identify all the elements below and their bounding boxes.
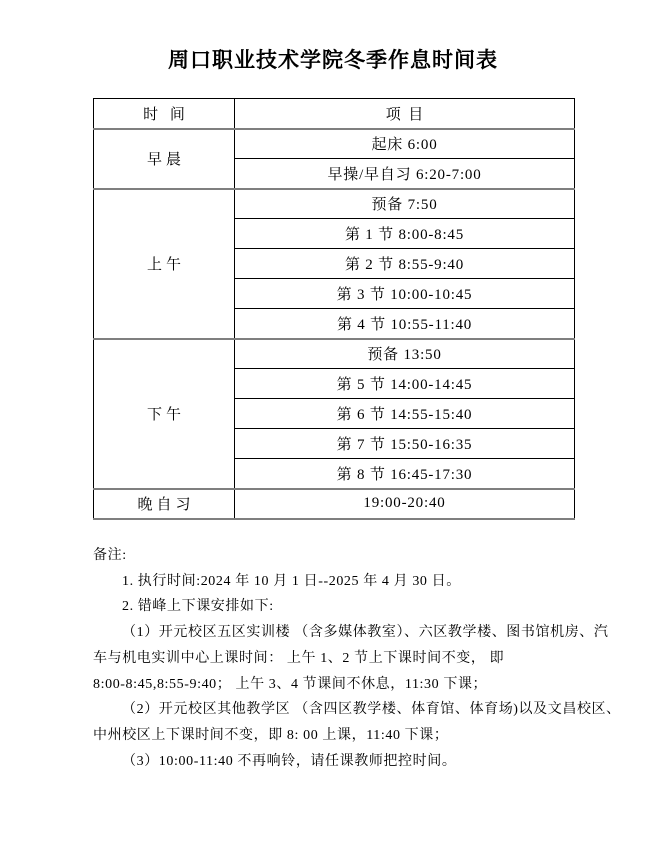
table-row: [94, 489, 575, 519]
note-line: 1. 执行时间:2024 年 10 月 1 日--2025 年 4 月 30 日。: [122, 573, 461, 589]
schedule-item-cell: 第 8 节 16:45-17:30: [235, 459, 575, 489]
notes-section: [93, 543, 621, 774]
schedule-item-cell: 早操/早自习 6:20-7:00: [235, 159, 575, 189]
table-row: [94, 189, 575, 219]
note-line: （3）10:00-11:40 不再响铃，请任课教师把控时间。: [122, 753, 457, 769]
schedule-item-cell: 第 1 节 8:00-8:45: [235, 219, 575, 249]
notes-heading: 备注:: [93, 548, 127, 563]
col-header-time: 时 间: [94, 99, 235, 129]
schedule-table-header: [94, 99, 575, 129]
schedule-item-cell: 预备 13:50: [235, 339, 575, 369]
schedule-item-cell: 起床 6:00: [235, 129, 575, 159]
col-header-item: 项 目: [235, 99, 575, 129]
time-period-cell: 下午: [94, 339, 235, 489]
time-period-cell: 早晨: [94, 129, 235, 189]
schedule-item-cell: 第 4 节 10:55-11:40: [235, 309, 575, 339]
table-row: [94, 339, 575, 369]
schedule-item-cell: 预备 7:50: [235, 189, 575, 219]
time-period-cell: 晚自习: [94, 489, 235, 519]
schedule-item-cell: 19:00-20:40: [235, 489, 575, 519]
schedule-table-body: [94, 129, 575, 519]
note-line: 8:00-8:45,8:55-9:40； 上午 3、4 节课间不休息，11:30 下课；: [93, 676, 488, 692]
schedule-table: [93, 98, 575, 520]
note-line: 中州校区上下课时间不变，即 8: 00 上课，11:40 下课；: [93, 727, 449, 743]
note-line: （1）开元校区五区实训楼 （含多媒体教室）、六区教学楼、图书馆机房、汽: [122, 625, 609, 641]
schedule-item-cell: 第 7 节 15:50-16:35: [235, 429, 575, 459]
schedule-item-cell: 第 5 节 14:00-14:45: [235, 369, 575, 399]
note-line: 车与机电实训中心上课时间： 上午 1、2 节上下课时间不变， 即: [93, 650, 505, 666]
note-line: （2）开元校区其他教学区 （含四区教学楼、体育馆、体育场)以及文昌校区、: [122, 702, 621, 718]
table-row: [94, 129, 575, 159]
notes-lines: [93, 569, 621, 775]
time-period-cell: 上午: [94, 189, 235, 339]
page-title: 周口职业技术学院冬季作息时间表: [168, 49, 498, 72]
schedule-item-cell: 第 6 节 14:55-15:40: [235, 399, 575, 429]
header-row: [94, 99, 575, 129]
schedule-item-cell: 第 3 节 10:00-10:45: [235, 279, 575, 309]
note-line: 2. 错峰上下课安排如下:: [122, 599, 274, 615]
schedule-item-cell: 第 2 节 8:55-9:40: [235, 249, 575, 279]
